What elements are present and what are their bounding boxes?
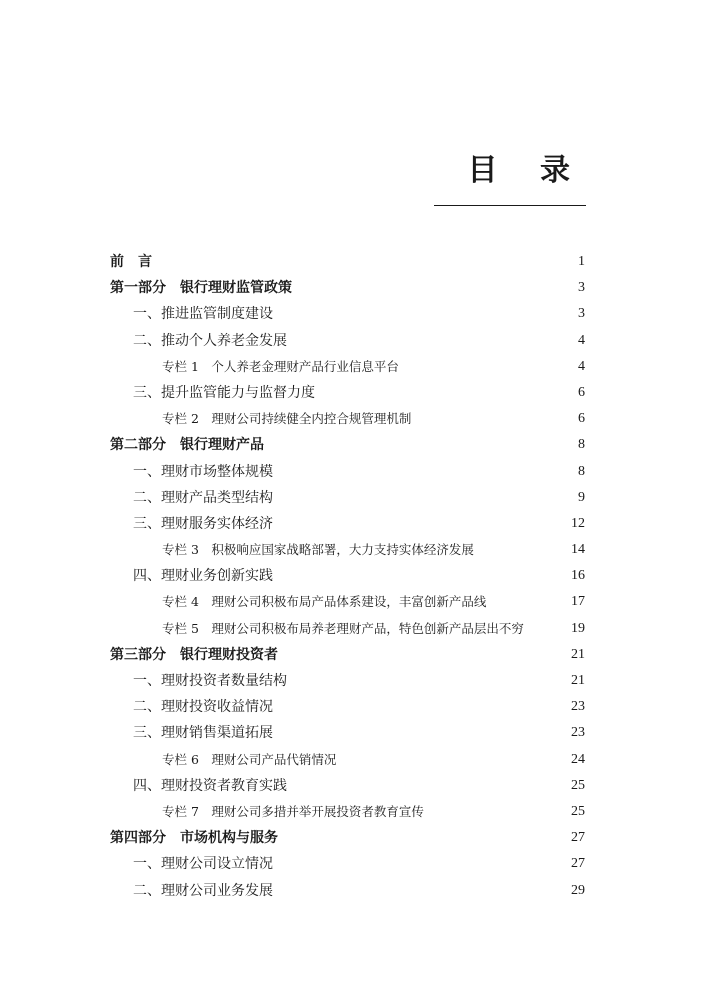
table-of-contents [0,249,710,904]
toc-entry-label: 第二部分 银行理财产品 [110,437,264,454]
toc-entry-page-number: 25 [571,777,585,793]
toc-entry-label: 一、理财公司设立情况 [133,856,273,873]
toc-entry-section [0,485,710,511]
toc-entry-page-number: 6 [578,384,585,400]
toc-entry-page-number: 8 [578,463,585,479]
toc-entry-section [0,328,710,354]
toc-entry-section [0,511,710,537]
toc-entry-page-number: 9 [578,489,585,505]
toc-entry-label: 二、理财产品类型结构 [133,489,273,506]
toc-entry-section [0,720,710,746]
toc-entry-page-number: 21 [571,646,585,662]
toc-entry-page-number: 3 [578,280,585,296]
toc-entry-page-number: 4 [578,358,585,374]
toc-entry-label: 四、理财投资者教育实践 [133,777,287,794]
toc-entry-column [0,406,710,432]
toc-entry-page-number: 3 [578,306,585,322]
toc-entry-page-number: 27 [571,830,585,846]
toc-entry-label: 一、理财市场整体规模 [133,463,273,480]
toc-entry-label: 专栏 6 理财公司产品代销情况 [162,751,337,767]
toc-entry-label: 二、理财投资收益情况 [133,699,273,716]
toc-entry-page-number: 6 [578,411,585,427]
toc-entry-page-number: 8 [578,437,585,453]
toc-entry-column [0,747,710,773]
toc-entry-label: 二、理财公司业务发展 [133,882,273,899]
toc-entry-label: 专栏 4 理财公司积极布局产品体系建设，丰富创新产品线 [162,594,487,610]
toc-entry-label: 前 言 [110,254,152,270]
toc-entry-column [0,589,710,615]
toc-entry-label: 专栏 2 理财公司持续健全内控合规管理机制 [162,411,412,427]
toc-entry-label: 四、理财业务创新实践 [133,568,273,585]
toc-entry-section [0,563,710,589]
toc-entry-section [0,773,710,799]
toc-entry-column [0,354,710,380]
toc-entry-label: 二、推动个人养老金发展 [133,332,287,349]
toc-entry-page-number: 14 [571,542,585,558]
toc-entry-label: 第一部分 银行理财监管政策 [110,280,292,297]
toc-entry-section [0,694,710,720]
toc-entry-label: 三、提升监管能力与监督力度 [133,384,315,401]
toc-title: 目 录 [467,153,586,188]
toc-entry-label: 专栏 5 理财公司积极布局养老理财产品，特色创新产品层出不穷 [162,620,524,636]
toc-entry-label: 专栏 3 积极响应国家战略部署，大力支持实体经济发展 [162,542,474,558]
toc-entry-page-number: 4 [578,332,585,348]
title-underline [434,205,586,206]
toc-entry-column [0,616,710,642]
toc-entry-page-number: 27 [571,856,585,872]
toc-entry-label: 一、理财投资者数量结构 [133,673,287,689]
toc-entry-part [0,275,710,301]
toc-entry-label: 三、理财服务实体经济 [133,515,273,532]
toc-entry-page-number: 21 [571,673,585,688]
toc-entry-label: 专栏 7 理财公司多措并举开展投资者教育宣传 [162,803,424,819]
toc-entry-section [0,878,710,904]
toc-entry-page-number: 16 [571,568,585,584]
toc-entry-section [0,301,710,327]
toc-entry-column [0,799,710,825]
toc-entry-page-number: 23 [571,699,585,715]
toc-entry-page-number: 19 [571,620,585,636]
toc-entry-page-number: 24 [571,751,585,767]
toc-entry-label: 一、推进监管制度建设 [133,306,273,323]
toc-entry-section [0,851,710,877]
toc-entry-label: 专栏 1 个人养老金理财产品行业信息平台 [162,358,399,374]
toc-entry-part [0,825,710,851]
toc-entry-section [0,459,710,485]
toc-entry-section [0,380,710,406]
toc-entry-part [0,642,710,668]
toc-entry-page-number: 12 [571,515,585,531]
toc-entry-label: 三、理财销售渠道拓展 [133,725,273,742]
toc-entry-page-number: 1 [578,254,585,269]
toc-entry-page-number: 25 [571,803,585,819]
toc-entry-part [0,249,710,275]
toc-entry-page-number: 17 [571,594,585,610]
toc-entry-page-number: 23 [571,725,585,741]
toc-entry-label: 第四部分 市场机构与服务 [110,830,278,847]
toc-entry-label: 第三部分 银行理财投资者 [110,646,278,663]
toc-entry-column [0,537,710,563]
toc-entry-page-number: 29 [571,882,585,898]
toc-entry-part [0,432,710,458]
toc-entry-section [0,668,710,694]
